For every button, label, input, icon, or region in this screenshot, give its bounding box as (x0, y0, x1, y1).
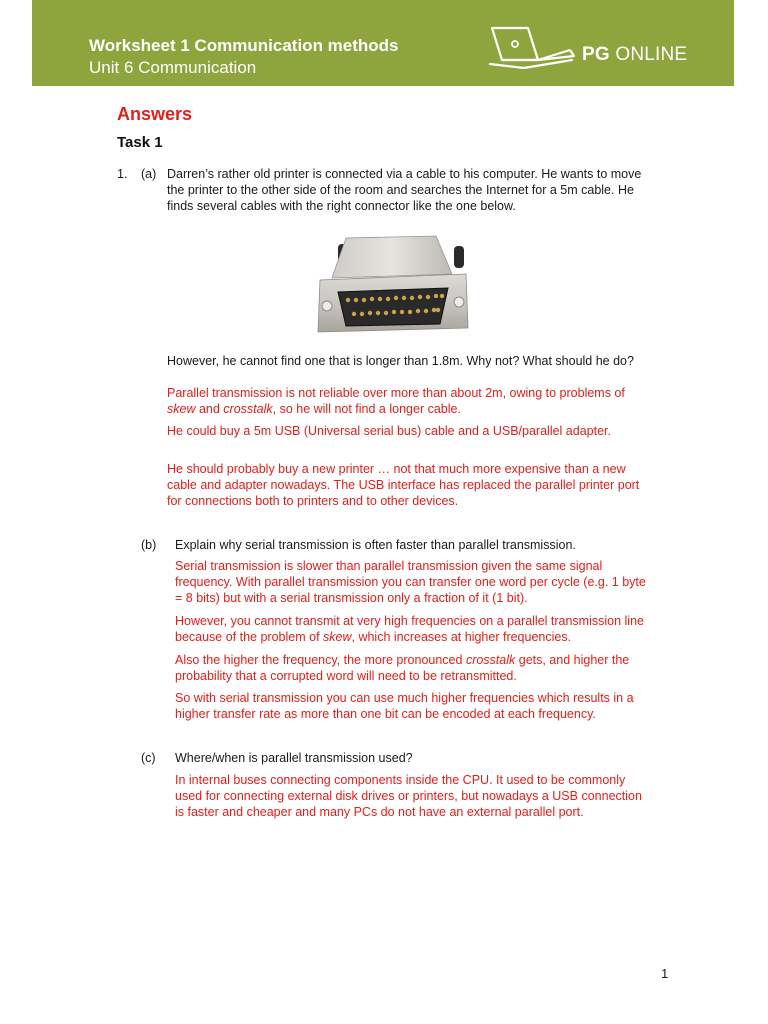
logo-wordmark: PG ONLINE (582, 44, 688, 65)
answer-a-paragraph-2: He could buy a 5m USB (Universal serial bus) cable and a USB/parallel adapter. (167, 424, 611, 438)
answers-heading: Answers (117, 104, 193, 124)
question-a-text: Darren’s rather old printer is connected via a cable to his computer. He wants to move the printer to the other side of the room and searches the Internet for a 5m cable. He finds several cables with the right connector like the one below. (167, 167, 642, 213)
header-banner (32, 0, 734, 86)
answer-a-paragraph-3: He should probably buy a new printer … not that much more expensive than a new cable and adapter nowadays. The USB interface has replaced the parallel printer port for connections both to printers and to other devices. (167, 462, 640, 508)
answer-b-paragraph-4: So with serial transmission you can use much higher frequencies which results in a higher transfer rate as more than one bit can be encoded at each frequency. (175, 691, 634, 721)
unit-subtitle: Unit 6 Communication (89, 58, 257, 77)
worksheet-title: Worksheet 1 Communication methods (89, 36, 399, 55)
part-label-c: (c) (141, 751, 156, 765)
pg-online-logo (484, 24, 714, 74)
question-number: 1. (117, 167, 128, 181)
page-number: 1 (661, 966, 669, 981)
part-label-b: (b) (141, 538, 157, 552)
db25-connector-image (316, 234, 470, 336)
laptop-icon (484, 24, 579, 74)
task-heading: Task 1 (117, 134, 163, 151)
answer-a-paragraph-1: Parallel transmission is not reliable over more than about 2m, owing to problems of skew and crosstalk, so he will not find a longer cable. (167, 386, 625, 416)
answer-b-paragraph-1: Serial transmission is slower than parallel transmission given the same signal frequency. With parallel transmission you can transfer one word per cycle (e.g. 1 byte = 8 bits) but with a serial transmission only a fraction of it (1 bit). (175, 559, 646, 605)
answer-c-paragraph: In internal buses connecting components inside the CPU. It used to be commonly used for connecting external disk drives or printers, but nowadays a USB connection is faster and cheaper and many PCs do not have an external parallel port. (175, 773, 642, 819)
answer-b-paragraph-3: Also the higher the frequency, the more pronounced crosstalk gets, and higher the probability that a corrupted word will need to be retransmitted. (175, 653, 630, 683)
part-label-a: (a) (141, 167, 157, 181)
question-b-text: Explain why serial transmission is often faster than parallel transmission. (175, 538, 576, 552)
question-a-followup: However, he cannot find one that is longer than 1.8m. Why not? What should he do? (167, 354, 634, 368)
question-c-text: Where/when is parallel transmission used? (175, 751, 413, 765)
answer-b-paragraph-2: However, you cannot transmit at very high frequencies on a parallel transmission line because of the problem of skew, which increases at higher frequencies. (175, 614, 644, 644)
